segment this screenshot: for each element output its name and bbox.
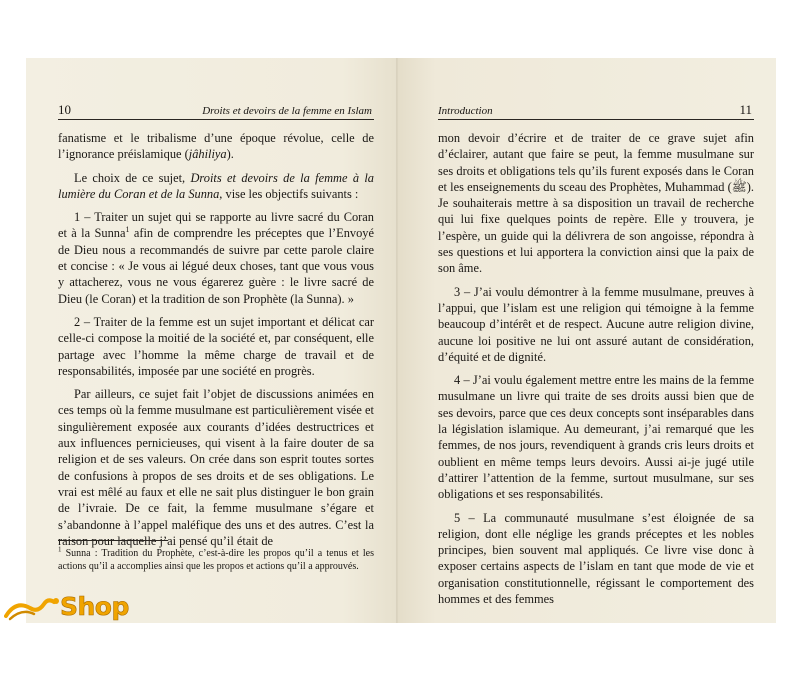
page-number: 11 <box>739 102 752 117</box>
right-page-header <box>438 102 752 118</box>
left-page <box>26 58 398 623</box>
paragraph: 1 – Traiter un sujet qui se rapporte au livre sacré du Coran et à la Sunna$^1$ afin de comprendre les préceptes que l’Envoyé de Dieu nous a recommandés de suivre par cette parole claire et concise : « Je vous ai légué deux choses, tant que vous vous y attacherez, vous ne vous égarerez guère : le livre sacré de Dieu (le Coran) et la tradition de son Prophète (la Sunna). » <box>58 210 375 306</box>
right-page <box>398 58 776 623</box>
page-number: 10 <box>58 102 71 117</box>
paragraph: Le choix de ce sujet, Droits et devoirs de la femme à la lumière du Coran et de la Sunna, vise les objectifs suivants : <box>58 170 374 201</box>
swoosh-icon <box>4 596 64 622</box>
open-book-spread <box>26 58 776 623</box>
paragraph: 3 – J’ai voulu démontrer à la femme musulmane, preuves à l’appui, que l’islam est une religion qui témoigne à la femme beaucoup d’intérêt et de respect. Aucune autre religion divine, aucune loi positive ne lui ont assuré autant de considération, d’équité et de dignité. <box>438 284 754 364</box>
right-page-body <box>438 130 754 614</box>
shop-logo <box>2 590 162 626</box>
footnote-rule <box>58 540 168 541</box>
paragraph: Par ailleurs, ce sujet fait l’objet de discussions animées en ces temps où la femme musulmane est particulièrement visée et singulièrement exposée aux courants d’idées destructrices et aux influences pernicieuses, qui visent à la faire douter de sa religion et de ses valeurs. On crée dans son esprit toutes sortes de confusions à propos de ses droits et de ses obligations. Le vrai est mêlé au faux et elle ne sait plus distinguer le bon grain de l’ivraie. De ce fait, la femme musulmane s’égare et s’abandonne à l’appel maléfique des uns et des autres. C’est la raison pour laquelle j’ai pensé qu’il était de <box>58 387 374 548</box>
footnote: $^1$ Sunna : Tradition du Prophète, c’est-à-dire les propos qu’il a tenus et les actions qu’il a accomplies ainsi que les propos et actions qu’il a approuvés. <box>58 545 374 572</box>
left-page-body <box>58 130 374 556</box>
paragraph: 5 – La communauté musulmane s’est éloignée de sa religion, dont elle néglige les grands préceptes et les nobles principes, bien souvent mal appliqués. Ce livre vise donc à exposer certains aspects de l’islam en tant que mode de vie et organisation constitutionnelle, régissant le comportement des hommes et des femmes <box>438 510 754 607</box>
paragraph: 2 – Traiter de la femme est un sujet important et délicat car celle-ci compose la moitié de la société et, par conséquent, elle partage avec l’homme la même charge de travail et de responsabilités, imposée par une société en progrès. <box>58 314 374 378</box>
running-header: Droits et devoirs de la femme en Islam <box>202 105 372 117</box>
footnote-reference: 1 <box>125 225 130 235</box>
running-header: Introduction <box>438 105 493 117</box>
logo-text: Shop <box>60 592 129 621</box>
paragraph: 4 – J’ai voulu également mettre entre les mains de la femme musulmane un livre qui traite de ses droits aussi bien que de ses devoirs, parce que ces deux concepts sont inséparables dans la législation islamique. Au demeurant, j’ai remarqué que les femmes, de nos jours, revendiquent à grands cris leurs droits et oublient en même temps leurs devoirs. Aussi ai-je jugé utile d’attirer l’attention de la femme, surtout musulmane, sur ses obligations et ses responsabilités. <box>438 373 754 502</box>
paragraph: fanatisme et le tribalisme d’une époque révolue, celle de l’ignorance préislamique (jâhiliya). <box>58 131 374 162</box>
header-rule <box>438 119 754 120</box>
left-page-header <box>58 102 372 118</box>
header-rule <box>58 119 374 120</box>
paragraph: mon devoir d’écrire et de traiter de ce grave sujet afin d’éclairer, autant que faire se peut, la femme musulmane sur ses droits et obligations tels qu’ils furent exposés dans le Coran et les enseignements du sceau des Prophètes, Muhammad (ﷺ). Je souhaiterais mettre à sa disposition un travail de recherche qui lui fixe quelques points de repère. Elle y trouvera, je l’espère, un guide qui la délivrera de son angoisse, répondra à ses questions et lui apportera la conviction ainsi que la paix de son âme. <box>438 131 754 276</box>
